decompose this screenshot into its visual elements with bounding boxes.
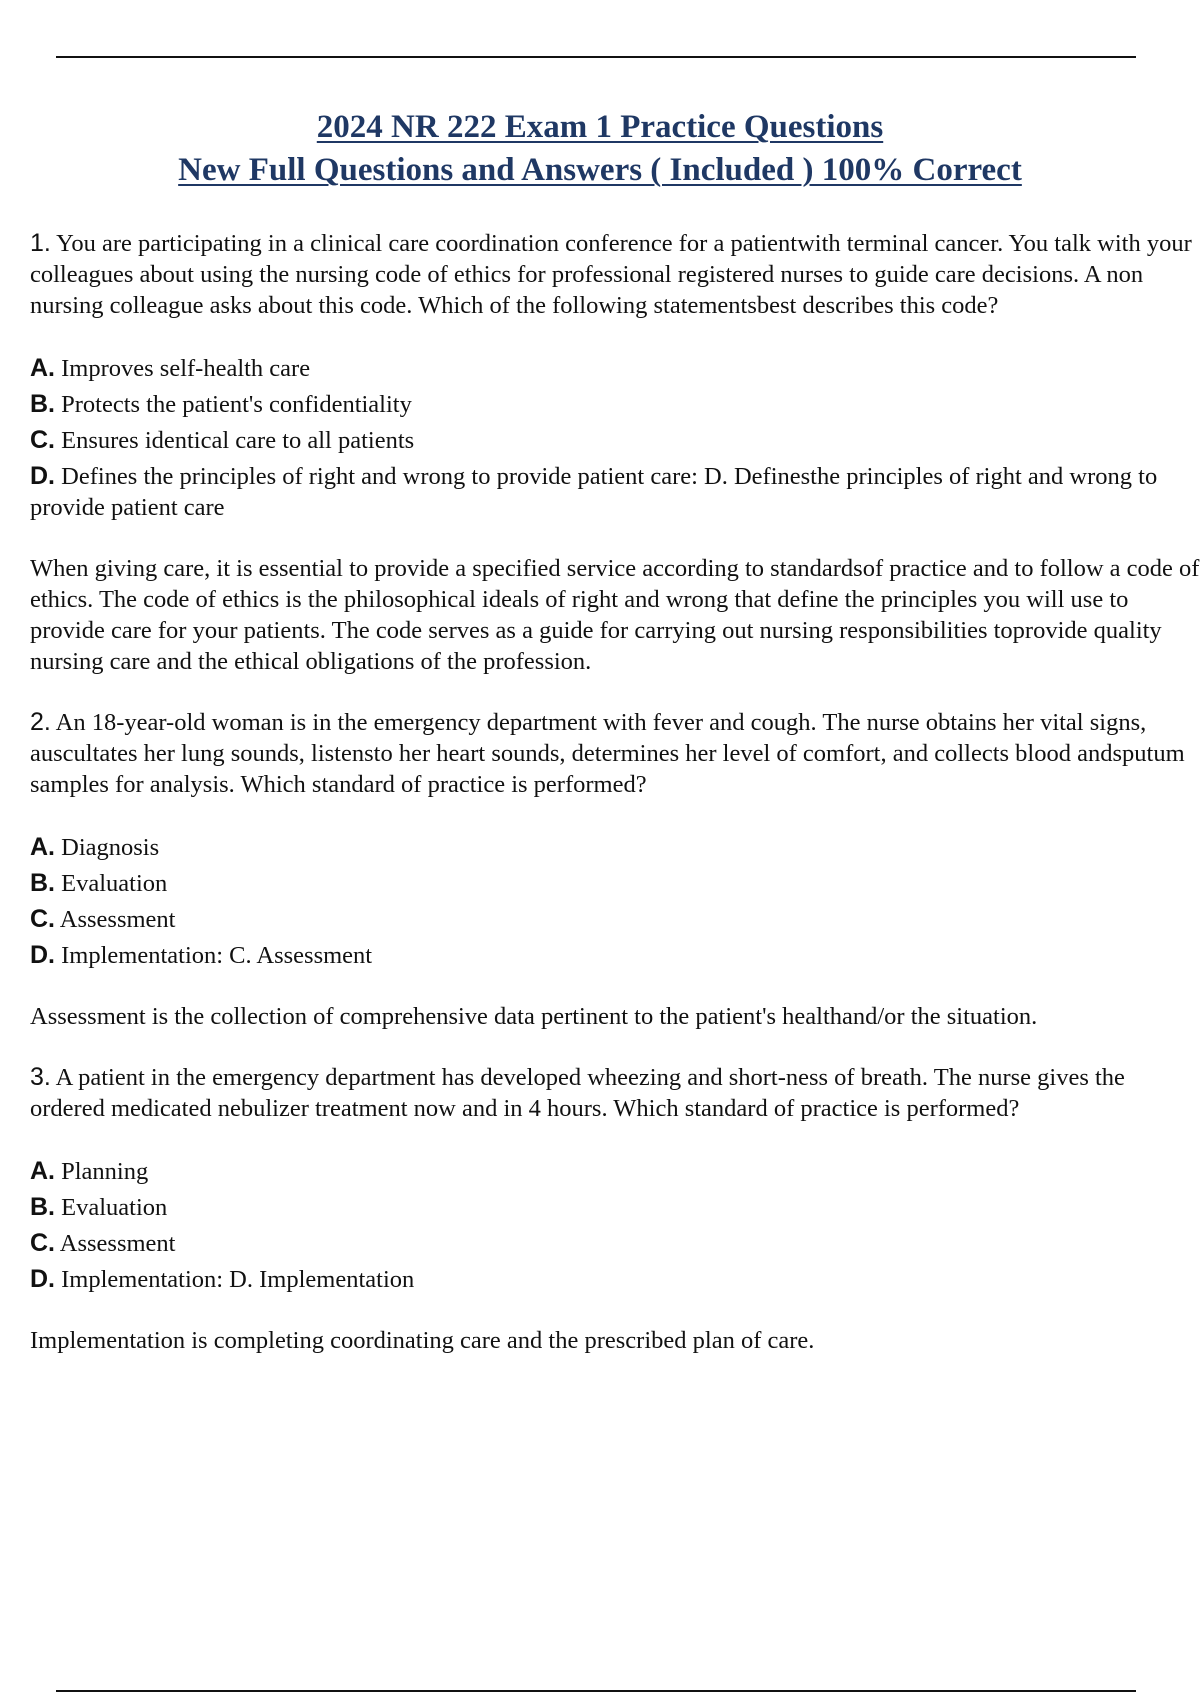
- option-letter: B.: [30, 1193, 55, 1221]
- question-text: A patient in the emergency department has developed wheezing and short-ness of breath. The nurse gives the ordered medicated nebulizer treatment now and in 4 hours. Which standard of practice is performed?: [30, 1064, 1125, 1122]
- option-text: Evaluation: [61, 870, 168, 897]
- top-divider: [56, 56, 1136, 58]
- bottom-divider: [56, 1690, 1136, 1692]
- answer-explanation: Assessment is the collection of comprehensive data pertinent to the patient's healthand/or the situation.: [30, 1003, 1038, 1030]
- answer-option: [30, 389, 1200, 420]
- option-text: Protects the patient's confidentiality: [61, 391, 412, 418]
- question-1: [30, 228, 1200, 677]
- option-letter: B.: [30, 869, 55, 897]
- question-3: [30, 1062, 1200, 1356]
- title-line-2: New Full Questions and Answers ( Included ) 100% Correct: [178, 152, 1022, 188]
- question-stem: [30, 228, 1200, 321]
- answer-option: [30, 353, 1200, 384]
- option-letter: D.: [30, 941, 55, 969]
- answer-explanation: Implementation is completing coordinating care and the prescribed plan of care.: [30, 1327, 815, 1354]
- document-title: [0, 106, 1200, 192]
- title-line-1: 2024 NR 222 Exam 1 Practice Questions: [316, 109, 884, 145]
- answer-explanation: When giving care, it is essential to provide a specified service according to standardsof practice and to follow a code of ethics. The code of ethics is the philosophical ideals of right and wrong that define the principles you will use to provide care for your patients. The code serves as a guide for carrying out nursing responsibilities toprovide quality nursing care and the ethical obligations of the profession.: [30, 555, 1200, 675]
- question-text: You are participating in a clinical care coordination conference for a patientwith terminal cancer. You talk with your colleagues about using the nursing code of ethics for professional registered nurses to guide care decisions. A non nursing colleague asks about this code. Which of the following statementsbest describes this code?: [30, 230, 1192, 319]
- option-letter: C.: [30, 426, 55, 454]
- option-text: Planning: [61, 1158, 149, 1185]
- option-text: Evaluation: [61, 1194, 168, 1221]
- answer-options: [30, 353, 1200, 523]
- option-text: Diagnosis: [61, 834, 160, 861]
- answer-option: [30, 832, 1200, 863]
- option-letter: C.: [30, 1229, 55, 1257]
- option-text: Assessment: [59, 1230, 176, 1257]
- question-number: 2.: [30, 708, 51, 736]
- option-letter: A.: [30, 354, 55, 382]
- option-text: Implementation: C. Assessment: [61, 942, 373, 969]
- answer-option: [30, 1228, 1200, 1259]
- option-letter: A.: [30, 1157, 55, 1185]
- answer-option: [30, 868, 1200, 899]
- option-text: Defines the principles of right and wrong to provide patient care: D. Definesthe principles of right and wrong to provide patient care: [30, 463, 1158, 521]
- option-text: Assessment: [59, 906, 176, 933]
- answer-option: [30, 1192, 1200, 1223]
- option-text: Improves self-health care: [61, 355, 311, 382]
- question-number: 1.: [30, 229, 51, 257]
- question-list: [30, 228, 1200, 1386]
- question-2: [30, 707, 1200, 1032]
- option-text: Ensures identical care to all patients: [61, 427, 415, 454]
- answer-options: [30, 1156, 1200, 1295]
- question-stem: [30, 707, 1200, 800]
- option-text: Implementation: D. Implementation: [61, 1266, 415, 1293]
- option-letter: A.: [30, 833, 55, 861]
- answer-option: [30, 1264, 1200, 1295]
- answer-option: [30, 461, 1200, 523]
- question-number: 3.: [30, 1063, 51, 1091]
- question-text: An 18-year-old woman is in the emergency department with fever and cough. The nurse obtains her vital signs, auscultates her lung sounds, listensto her heart sounds, determines her level of comfort, and collects blood andsputum samples for analysis. Which standard of practice is performed?: [30, 709, 1185, 798]
- question-stem: [30, 1062, 1200, 1124]
- option-letter: D.: [30, 462, 55, 490]
- answer-option: [30, 1156, 1200, 1187]
- option-letter: C.: [30, 905, 55, 933]
- answer-option: [30, 904, 1200, 935]
- answer-option: [30, 425, 1200, 456]
- answer-option: [30, 940, 1200, 971]
- option-letter: B.: [30, 390, 55, 418]
- answer-options: [30, 832, 1200, 971]
- option-letter: D.: [30, 1265, 55, 1293]
